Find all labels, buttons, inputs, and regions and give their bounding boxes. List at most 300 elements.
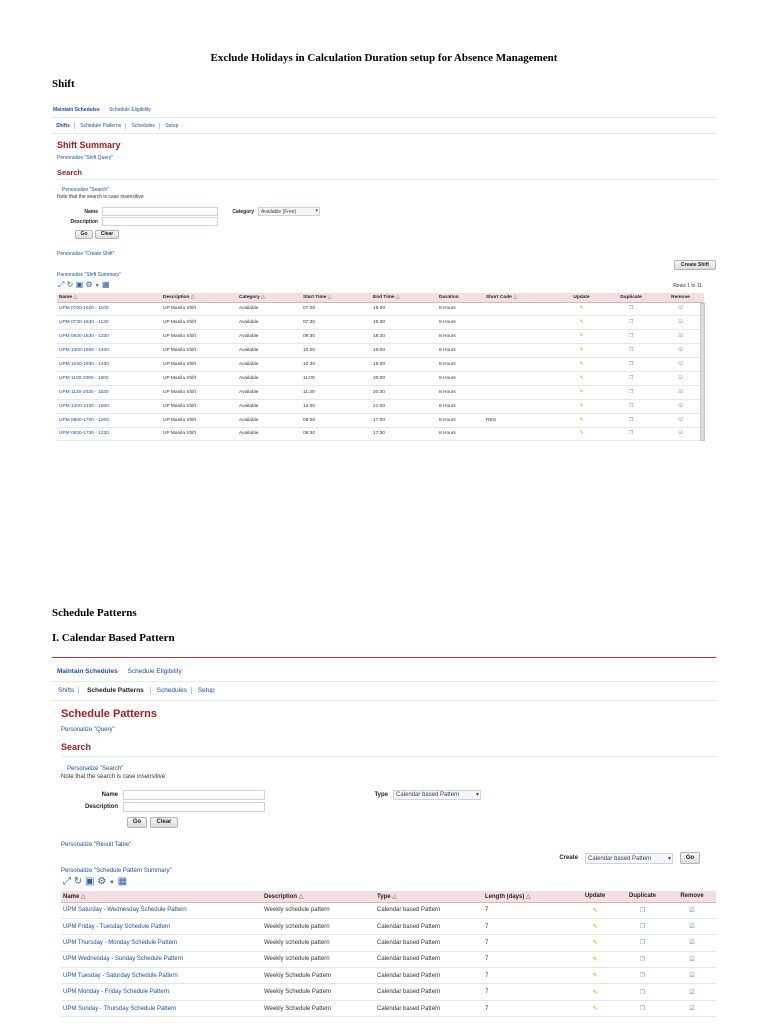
sub-tabs <box>53 123 182 129</box>
remove-icon[interactable]: ☑ <box>678 375 683 381</box>
length-cell: 7 <box>485 902 573 918</box>
end-time-cell: 16:00 <box>373 302 439 316</box>
column-header-description[interactable]: Description △ <box>264 891 377 902</box>
description-cell: UP Manila Shift <box>163 330 239 344</box>
pencil-icon[interactable]: ✎ <box>592 989 598 996</box>
description-cell: UP Manila Shift <box>163 344 239 358</box>
duplicate-cell <box>617 968 668 984</box>
pencil-icon[interactable]: ✎ <box>592 1006 598 1013</box>
duplicate-cell <box>617 1000 668 1016</box>
end-time-cell: 19:00 <box>373 344 439 358</box>
personalize-query-link[interactable]: Personalize "Shift Query" <box>57 155 114 161</box>
duplicate-icon[interactable]: ❐ <box>628 389 634 395</box>
duplicate-icon[interactable]: ❐ <box>628 306 634 312</box>
description-cell: UP Manila Shift <box>163 302 239 316</box>
length-cell: 7 <box>485 918 573 934</box>
gear-icon[interactable]: ⚙ <box>85 280 93 289</box>
remove-cell <box>657 371 704 385</box>
tab-schedule-eligibility[interactable]: Schedule Eligibility <box>109 107 151 113</box>
column-header-end-time[interactable]: End Time △ <box>373 293 439 302</box>
update-cell <box>573 951 617 967</box>
column-header-name[interactable]: Name △ <box>57 293 163 302</box>
duration-cell: 8 Hours <box>439 427 486 441</box>
description-cell: UP Manila Shift <box>163 413 239 427</box>
description-cell: UP Manila Shift <box>163 385 239 399</box>
document-title: Exclude Holidays in Calculation Duration setup for Absence Management <box>210 52 558 64</box>
category-cell: Available <box>239 413 303 427</box>
category-label: Category <box>232 209 254 215</box>
personalize-search-link[interactable]: Personalize "Search" <box>67 766 124 772</box>
column-header-length[interactable]: Length (days) △ <box>485 891 573 902</box>
duplicate-cell <box>617 918 668 934</box>
subtab-schedules[interactable]: Schedules <box>128 123 160 129</box>
remove-icon[interactable]: ☑ <box>678 320 683 326</box>
chevron-down-icon[interactable]: ▼ <box>108 880 115 886</box>
duplicate-icon[interactable]: ❐ <box>639 1006 646 1013</box>
remove-cell <box>657 427 704 441</box>
shift-summary-table <box>57 293 704 441</box>
pencil-icon[interactable]: ✎ <box>579 348 584 354</box>
category-cell: Available <box>239 427 303 441</box>
short-code-cell <box>486 302 558 316</box>
personalize-summary-link[interactable]: Personalize "Schedule Pattern Summary" <box>61 868 172 874</box>
name-cell[interactable]: UPM 0930-1830 - 1330 <box>57 330 163 344</box>
remove-icon[interactable]: ☑ <box>678 431 683 437</box>
name-cell[interactable]: UPM 0800-1700 - 1200 <box>57 413 163 427</box>
schedule-pattern-table <box>61 891 716 1017</box>
update-cell <box>558 330 605 344</box>
category-cell: Available <box>239 371 303 385</box>
duration-cell: 8 Hours <box>439 413 486 427</box>
duplicate-cell <box>617 902 668 918</box>
description-cell: Weekly schedule pattern <box>264 918 377 934</box>
type-select[interactable] <box>393 790 481 800</box>
duplicate-cell <box>605 371 657 385</box>
remove-cell <box>657 344 704 358</box>
pencil-icon[interactable]: ✎ <box>579 334 584 340</box>
case-insensitive-note: Note that the search is case insensitive <box>61 774 166 780</box>
pencil-icon[interactable]: ✎ <box>592 924 598 931</box>
remove-cell <box>657 330 704 344</box>
create-label: Create <box>559 855 578 861</box>
name-cell[interactable]: UPM Saturday - Wednesday Schedule Pattern <box>61 902 264 918</box>
column-header-update: Update <box>573 891 617 902</box>
update-cell <box>573 918 617 934</box>
case-insensitive-note: Note that the search is case insensitive <box>57 194 144 200</box>
update-cell <box>558 413 605 427</box>
description-cell: Weekly Schedule Pattern <box>264 968 377 984</box>
duplicate-icon[interactable]: ❐ <box>628 431 634 437</box>
go-button[interactable]: Go <box>127 817 147 828</box>
section-heading-schedule-patterns: Schedule Patterns <box>52 607 137 619</box>
update-cell <box>573 984 617 1000</box>
personalize-summary-link[interactable]: Personalize "Shift Summary" <box>57 272 121 278</box>
name-input[interactable] <box>123 790 265 800</box>
duplicate-cell <box>605 413 657 427</box>
short-code-cell <box>486 427 558 441</box>
tab-maintain-schedules[interactable]: Maintain Schedules <box>53 107 100 113</box>
refresh-icon[interactable]: ↻ <box>66 280 74 289</box>
remove-icon[interactable]: ☑ <box>689 907 695 914</box>
update-cell <box>558 358 605 372</box>
category-select-value: Available (Free) <box>261 209 297 215</box>
table-row <box>57 344 704 358</box>
start-time-cell: 10:00 <box>303 344 373 358</box>
pencil-icon[interactable]: ✎ <box>579 389 584 395</box>
description-cell: UP Manila Shift <box>163 358 239 372</box>
table-row <box>57 358 704 372</box>
remove-cell <box>668 968 716 984</box>
update-cell <box>573 968 617 984</box>
end-time-cell: 20:00 <box>373 371 439 385</box>
name-cell[interactable]: UPM Thursday - Monday Schedule Pattern <box>61 935 264 951</box>
duplicate-icon[interactable]: ❐ <box>628 417 634 423</box>
table-row <box>61 918 716 934</box>
duplicate-icon[interactable]: ❐ <box>628 320 634 326</box>
duplicate-icon[interactable]: ❐ <box>639 973 646 980</box>
category-cell: Available <box>239 399 303 413</box>
category-select[interactable] <box>258 207 320 216</box>
remove-icon[interactable]: ☑ <box>678 362 683 367</box>
table-row <box>61 1000 716 1016</box>
update-cell <box>558 316 605 330</box>
pencil-icon[interactable]: ✎ <box>579 320 584 326</box>
duplicate-icon[interactable]: ❐ <box>628 348 634 354</box>
remove-cell <box>657 316 704 330</box>
duplicate-icon[interactable]: ❐ <box>639 907 646 914</box>
name-label: Name <box>84 209 98 215</box>
update-cell <box>573 902 617 918</box>
duplicate-icon[interactable]: ❐ <box>639 940 646 947</box>
expand-icon[interactable]: ⤢ <box>63 876 71 887</box>
name-cell[interactable]: UPM 1130-2030 - 1530 <box>57 385 163 399</box>
update-cell <box>558 302 605 316</box>
duplicate-cell <box>617 951 668 967</box>
export-icon[interactable]: ▣ <box>84 876 95 887</box>
duplicate-icon[interactable]: ❐ <box>628 362 634 367</box>
chevron-down-icon: ▾ <box>315 208 318 214</box>
tab-schedule-eligibility[interactable]: Schedule Eligibility <box>127 668 182 675</box>
column-header-start-time[interactable]: Start Time △ <box>303 293 373 302</box>
expand-icon[interactable]: ⤢ <box>58 280 65 289</box>
pencil-icon[interactable]: ✎ <box>592 940 598 947</box>
duplicate-cell <box>605 330 657 344</box>
pencil-icon[interactable]: ✎ <box>592 907 598 914</box>
clear-button[interactable]: Clear <box>150 817 178 828</box>
column-header-update: Update <box>558 293 605 302</box>
end-time-cell: 19:30 <box>373 358 439 372</box>
category-cell: Available <box>239 385 303 399</box>
type-cell: Calendar based Pattern <box>377 951 485 967</box>
name-cell[interactable]: UPM 1030-1930 - 1430 <box>57 358 163 372</box>
remove-icon[interactable]: ☑ <box>689 1006 695 1013</box>
remove-icon[interactable]: ☑ <box>678 334 683 340</box>
end-time-cell: 17:00 <box>373 413 439 427</box>
remove-cell <box>668 902 716 918</box>
go-button[interactable]: Go <box>75 230 93 239</box>
remove-cell <box>668 918 716 934</box>
remove-icon[interactable]: ☑ <box>678 417 683 423</box>
name-input[interactable] <box>102 207 218 216</box>
update-cell <box>558 371 605 385</box>
length-cell: 7 <box>485 1000 573 1016</box>
subtab-setup[interactable]: Setup <box>165 123 179 129</box>
category-cell: Available <box>239 316 303 330</box>
duration-cell: 8 Hours <box>439 371 486 385</box>
remove-cell <box>657 302 704 316</box>
length-cell: 7 <box>485 968 573 984</box>
name-cell[interactable]: UPM Friday - Tuesday Schedule Pattern <box>61 918 264 934</box>
duration-cell: 8 Hours <box>439 399 486 413</box>
column-header-remove: Remove <box>668 891 716 902</box>
divider <box>52 133 716 134</box>
create-go-button[interactable]: Go <box>680 852 700 864</box>
update-cell <box>573 1000 617 1016</box>
page-title: Shift Summary <box>57 140 121 150</box>
remove-cell <box>657 399 704 413</box>
end-time-cell: 16:30 <box>373 316 439 330</box>
description-cell: Weekly schedule pattern <box>264 935 377 951</box>
category-cell: Available <box>239 302 303 316</box>
remove-cell <box>657 358 704 372</box>
remove-icon[interactable]: ☑ <box>678 403 683 409</box>
personalize-query-link[interactable]: Personalize "Query" <box>61 727 115 733</box>
pencil-icon[interactable]: ✎ <box>579 417 584 423</box>
table-toolbar <box>63 876 127 887</box>
chevron-down-icon: ▾ <box>667 856 671 862</box>
start-time-cell: 08:30 <box>303 427 373 441</box>
description-cell: Weekly schedule pattern <box>264 902 377 918</box>
section-heading-calendar-based-pattern: I. Calendar Based Pattern <box>52 632 175 644</box>
column-header-description[interactable]: Description △ <box>163 293 239 302</box>
duplicate-icon[interactable]: ❐ <box>628 334 634 340</box>
description-cell: UP Manila Shift <box>163 371 239 385</box>
duplicate-cell <box>605 316 657 330</box>
start-time-cell: 12:00 <box>303 399 373 413</box>
table-row <box>61 968 716 984</box>
table-header-row <box>57 293 704 302</box>
update-cell <box>558 399 605 413</box>
description-cell: Weekly Schedule Pattern <box>264 984 377 1000</box>
name-cell[interactable]: UPM 0830-1730 - 1230 <box>57 427 163 441</box>
duplicate-icon[interactable]: ❐ <box>639 956 646 963</box>
name-cell[interactable]: UPM 1100-2000 - 1500 <box>57 371 163 385</box>
type-cell: Calendar based Pattern <box>377 984 485 1000</box>
start-time-cell: 09:30 <box>303 330 373 344</box>
table-row <box>61 984 716 1000</box>
table-row <box>57 399 704 413</box>
pencil-icon[interactable]: ✎ <box>592 973 598 980</box>
sub-tabs <box>54 687 219 694</box>
columns-icon[interactable]: ▦ <box>117 876 128 887</box>
pencil-icon[interactable]: ✎ <box>579 306 584 312</box>
remove-icon[interactable]: ☑ <box>689 924 695 931</box>
type-cell: Calendar based Pattern <box>377 935 485 951</box>
remove-icon[interactable]: ☑ <box>678 389 683 395</box>
main-tabs <box>53 107 151 113</box>
description-cell: Weekly schedule pattern <box>264 951 377 967</box>
description-input[interactable] <box>123 802 265 812</box>
duplicate-cell <box>605 344 657 358</box>
remove-cell <box>668 984 716 1000</box>
short-code-cell <box>486 371 558 385</box>
short-code-cell <box>486 344 558 358</box>
pencil-icon[interactable]: ✎ <box>579 375 584 381</box>
pencil-icon[interactable]: ✎ <box>592 956 598 963</box>
description-cell: UP Manila Shift <box>163 427 239 441</box>
divider <box>57 179 716 180</box>
short-code-cell <box>486 330 558 344</box>
start-time-cell: 10:30 <box>303 358 373 372</box>
description-label: Description <box>70 219 98 225</box>
name-cell[interactable]: UPM Sunday - Thursday Schedule Pattern <box>61 1000 264 1016</box>
table-header-row <box>61 891 716 902</box>
table-toolbar <box>58 280 110 290</box>
name-cell[interactable]: UPM 0730-1630 - 1130 <box>57 316 163 330</box>
subtab-schedule-patterns[interactable]: Schedule Patterns <box>81 687 151 694</box>
name-cell[interactable]: UPM 1200-2100 - 1600 <box>57 399 163 413</box>
column-header-short-code[interactable]: Short Code △ <box>486 293 558 302</box>
subtab-schedule-patterns[interactable]: Schedule Patterns <box>76 123 126 129</box>
type-cell: Calendar based Pattern <box>377 1000 485 1016</box>
name-cell[interactable]: UPM 0700-1600 - 1100 <box>57 302 163 316</box>
pencil-icon[interactable]: ✎ <box>579 403 584 409</box>
divider <box>52 657 716 658</box>
pencil-icon[interactable]: ✎ <box>579 362 584 367</box>
short-code-cell <box>486 316 558 330</box>
update-cell <box>558 427 605 441</box>
duration-cell: 8 Hours <box>439 330 486 344</box>
divider <box>52 700 716 701</box>
duration-cell: 8 Hours <box>439 302 486 316</box>
duplicate-icon[interactable]: ❐ <box>639 989 646 996</box>
duplicate-cell <box>605 385 657 399</box>
tab-maintain-schedules[interactable]: Maintain Schedules <box>57 668 118 675</box>
chevron-down-icon: ▾ <box>475 792 479 798</box>
name-cell[interactable]: UPM Wednesday - Sunday Schedule Pattern <box>61 951 264 967</box>
table-row <box>57 316 704 330</box>
name-cell[interactable]: UPM 1000-1900 - 1400 <box>57 344 163 358</box>
duplicate-cell <box>605 302 657 316</box>
description-cell: UP Manila Shift <box>163 399 239 413</box>
duration-cell: 8 Hours <box>439 316 486 330</box>
remove-cell <box>657 413 704 427</box>
start-time-cell: 11:30 <box>303 385 373 399</box>
duration-cell: 8 Hours <box>439 358 486 372</box>
remove-icon[interactable]: ☑ <box>689 973 695 980</box>
short-code-cell <box>486 399 558 413</box>
gear-icon[interactable]: ⚙ <box>97 876 107 887</box>
length-cell: 7 <box>485 935 573 951</box>
remove-cell <box>657 385 704 399</box>
duplicate-cell <box>617 935 668 951</box>
table-row <box>57 385 704 399</box>
duplicate-icon[interactable]: ❐ <box>639 924 646 931</box>
description-input[interactable] <box>102 217 218 226</box>
remove-cell <box>668 935 716 951</box>
description-cell: Weekly Schedule Pattern <box>264 1000 377 1016</box>
subtab-setup[interactable]: Setup <box>197 687 215 694</box>
columns-icon[interactable]: ▦ <box>101 280 110 289</box>
table-row <box>57 427 704 441</box>
create-shift-button[interactable]: Create Shift <box>674 260 716 270</box>
duplicate-icon[interactable]: ❐ <box>628 375 634 381</box>
start-time-cell: 11:00 <box>303 371 373 385</box>
type-cell: Calendar based Pattern <box>377 902 485 918</box>
name-cell[interactable]: UPM Tuesday - Saturday Schedule Pattern <box>61 968 264 984</box>
start-time-cell: 07:30 <box>303 316 373 330</box>
remove-icon[interactable]: ☑ <box>689 989 695 996</box>
table-row <box>57 330 704 344</box>
personalize-result-link[interactable]: Personalize "Result Table" <box>61 842 132 848</box>
table-row <box>57 371 704 385</box>
remove-icon[interactable]: ☑ <box>678 306 683 312</box>
end-time-cell: 20:30 <box>373 385 439 399</box>
description-label: Description <box>84 804 118 810</box>
remove-icon[interactable]: ☑ <box>689 940 695 947</box>
category-cell: Available <box>239 344 303 358</box>
short-code-cell <box>486 358 558 372</box>
length-cell: 7 <box>485 951 573 967</box>
page-title: Schedule Patterns <box>61 708 157 720</box>
personalize-create-link[interactable]: Personalize "Create Shift" <box>57 251 115 257</box>
divider <box>52 117 716 118</box>
rows-range: Rows 1 to 11 <box>673 283 702 289</box>
subtab-schedules[interactable]: Schedules <box>153 687 192 694</box>
remove-icon[interactable]: ☑ <box>678 348 683 354</box>
table-row <box>61 902 716 918</box>
chevron-down-icon[interactable]: ▼ <box>94 283 100 289</box>
duration-cell: 8 Hours <box>439 344 486 358</box>
type-cell: Calendar based Pattern <box>377 968 485 984</box>
update-cell <box>558 385 605 399</box>
remove-cell <box>668 951 716 967</box>
end-time-cell: 18:30 <box>373 330 439 344</box>
column-header-duplicate: Duplicate <box>605 293 657 302</box>
personalize-search-link[interactable]: Personalize "Search" <box>62 187 109 193</box>
refresh-icon[interactable]: ↻ <box>73 876 83 887</box>
type-select-value: Calendar based Pattern <box>396 792 460 798</box>
export-icon[interactable]: ▣ <box>75 280 84 289</box>
create-type-select[interactable] <box>585 853 673 864</box>
subtab-shifts[interactable]: Shifts <box>54 687 79 694</box>
type-cell: Calendar based Pattern <box>377 918 485 934</box>
subtab-shifts[interactable]: Shifts <box>53 123 75 129</box>
column-header-category[interactable]: Category △ <box>239 293 303 302</box>
divider <box>52 681 716 682</box>
end-time-cell: 17:30 <box>373 427 439 441</box>
update-cell <box>573 935 617 951</box>
description-cell: UP Manila Shift <box>163 316 239 330</box>
column-header-name[interactable]: Name △ <box>61 891 264 902</box>
name-cell[interactable]: UPM Monday - Friday Schedule Pattern <box>61 984 264 1000</box>
table-row <box>61 935 716 951</box>
pencil-icon[interactable]: ✎ <box>579 431 584 437</box>
clear-button[interactable]: Clear <box>95 230 119 239</box>
search-heading: Search <box>57 168 83 177</box>
column-header-duplicate: Duplicate <box>617 891 668 902</box>
name-label: Name <box>101 792 118 798</box>
create-type-value: Calendar based Pattern <box>588 856 652 862</box>
duplicate-icon[interactable]: ❐ <box>628 403 634 409</box>
table-row <box>57 302 704 316</box>
remove-icon[interactable]: ☑ <box>689 956 695 963</box>
duplicate-cell <box>605 399 657 413</box>
column-header-type[interactable]: Type △ <box>377 891 485 902</box>
start-time-cell: 08:00 <box>303 413 373 427</box>
duplicate-cell <box>605 358 657 372</box>
table-scrollbar[interactable] <box>700 303 705 441</box>
